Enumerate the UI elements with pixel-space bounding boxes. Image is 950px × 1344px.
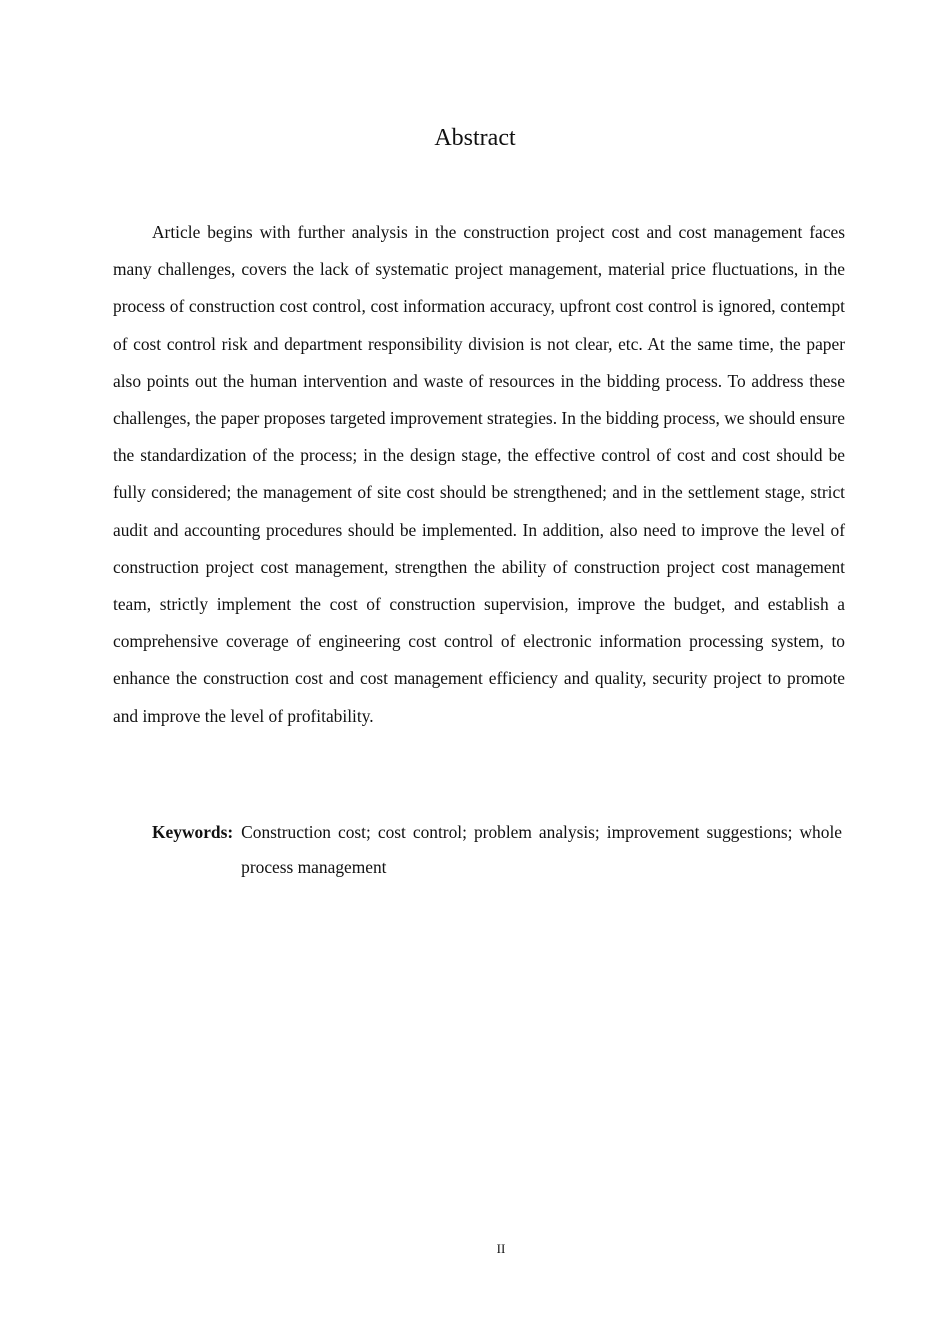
abstract-paragraph: Article begins with further analysis in the construction project cost and cost management faces many challenges, covers the lack of systematic project management, material price fluctuations, in the process of construction cost control, cost information accuracy, upfront cost control is ignored, contempt of cost control risk and department responsibility division is not clear, etc. At the same time, the paper also points out the human intervention and waste of resources in the bidding process. To address these challenges, the paper proposes targeted improvement strategies. In the bidding process, we should ensure the standardization of the process; in the design stage, the effective control of cost and cost should be fully considered; the management of site cost should be strengthened; and in the settlement stage, strict audit and accounting procedures should be implemented. In addition, also need to improve the level of construction project cost management, strengthen the ability of construction project cost management team, strictly implement the cost of construction supervision, improve the budget, and establish a comprehensive coverage of engineering cost control of electronic information processing system, to enhance the construction cost and cost management efficiency and quality, security project to promote and improve the level of profitability. — [113, 222, 845, 726]
keywords-section — [152, 815, 842, 885]
page-number: II — [496, 1241, 506, 1256]
abstract-title: Abstract — [434, 125, 516, 151]
keywords-label: Keywords: — [152, 822, 234, 842]
keywords-text: Construction cost; cost control; problem analysis; improvement suggestions; whole process management — [241, 822, 842, 877]
